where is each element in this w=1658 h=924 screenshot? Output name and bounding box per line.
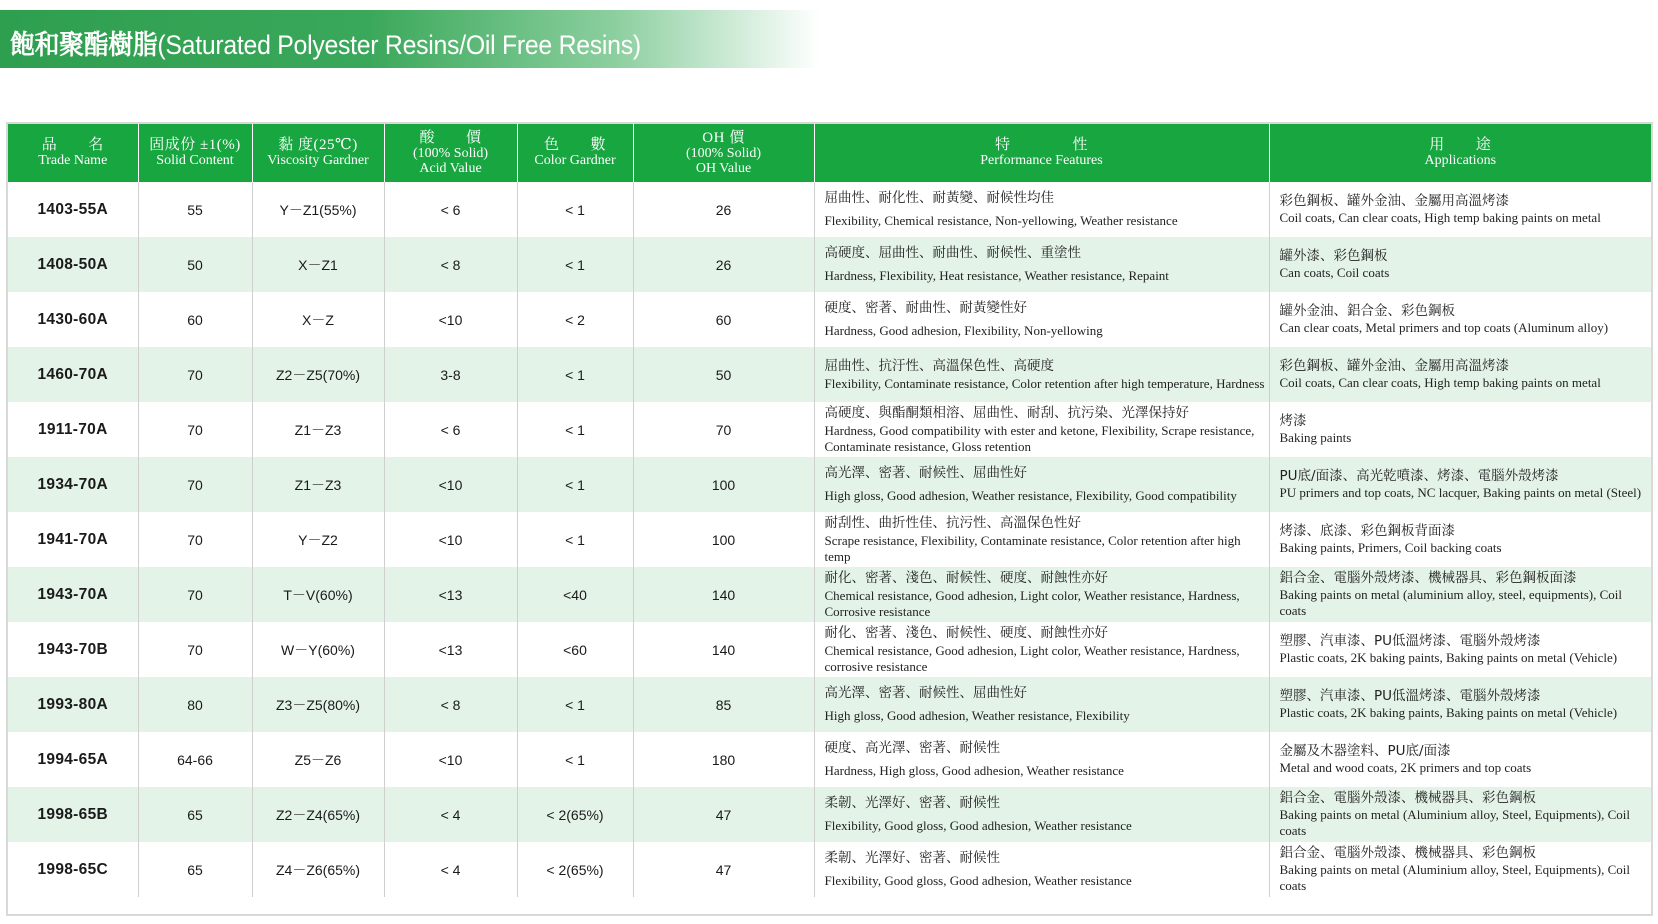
cell-applications [1269, 347, 1651, 402]
page-title-en: (Saturated Polyester Resins/Oil Free Resins) [157, 30, 641, 60]
cell-oh-value: 60 [633, 292, 814, 347]
cell-trade-name: 1943-70A [8, 567, 138, 622]
application-text-zh: 罐外漆、彩色鋼板 [1279, 248, 1388, 264]
table-row [8, 402, 1651, 457]
cell-solid-content: 70 [138, 402, 252, 457]
cell-acid-value: < 8 [384, 237, 517, 292]
cell-viscosity: Z2－Z5(70%) [252, 347, 384, 402]
table-body [8, 182, 1651, 897]
table-row [8, 567, 1651, 622]
table-row [8, 347, 1651, 402]
feature-text-en: High gloss, Good adhesion, Weather resistance, Flexibility [824, 708, 1130, 723]
table-row [8, 622, 1651, 677]
cell-color-gardner: < 1 [517, 457, 633, 512]
cell-viscosity: Z1－Z3 [252, 457, 384, 512]
cell-color-gardner: < 1 [517, 677, 633, 732]
cell-trade-name: 1994-65A [8, 732, 138, 787]
cell-viscosity: X－Z1 [252, 237, 384, 292]
cell-acid-value: <13 [384, 622, 517, 677]
table-row [8, 237, 1651, 292]
cell-performance-features [814, 732, 1269, 787]
feature-text-zh: 高光澤、密著、耐候性、屈曲性好 [824, 465, 1027, 481]
application-text-zh: PU底/面漆、高光乾噴漆、烤漆、電腦外殼烤漆 [1279, 468, 1559, 484]
application-text-zh: 烤漆、底漆、彩色鋼板背面漆 [1279, 523, 1455, 539]
cell-oh-value: 70 [633, 402, 814, 457]
application-text-en: Coil coats, Can clear coats, High temp baking paints on metal [1279, 375, 1601, 390]
feature-text-zh: 高硬度、屈曲性、耐曲性、耐候性、重塗性 [824, 245, 1081, 261]
cell-color-gardner: < 1 [517, 732, 633, 787]
cell-acid-value: < 6 [384, 402, 517, 457]
cell-viscosity: Z1－Z3 [252, 402, 384, 457]
feature-text-en: Hardness, Flexibility, Heat resistance, Weather resistance, Repaint [824, 268, 1169, 283]
page-title-zh: 飽和聚酯樹脂 [10, 30, 158, 60]
feature-text-en: Flexibility, Good gloss, Good adhesion, Weather resistance [824, 818, 1132, 833]
cell-acid-value: < 8 [384, 677, 517, 732]
cell-solid-content: 70 [138, 567, 252, 622]
header-color-gardner: 色 數 Color Gardner [517, 124, 633, 182]
application-text-en: Baking paints, Primers, Coil backing coats [1279, 540, 1502, 555]
application-text-en: Can clear coats, Metal primers and top coats (Aluminum alloy) [1279, 320, 1609, 335]
cell-oh-value: 50 [633, 347, 814, 402]
cell-applications [1269, 732, 1651, 787]
cell-viscosity: Y－Z2 [252, 512, 384, 567]
application-text-zh: 烤漆 [1279, 413, 1307, 429]
application-text-zh: 罐外金油、鋁合金、彩色鋼板 [1279, 303, 1455, 319]
cell-performance-features [814, 567, 1269, 622]
cell-oh-value: 140 [633, 622, 814, 677]
cell-viscosity: Z3－Z5(80%) [252, 677, 384, 732]
cell-acid-value: <10 [384, 512, 517, 567]
cell-color-gardner: < 1 [517, 237, 633, 292]
cell-solid-content: 60 [138, 292, 252, 347]
cell-color-gardner: <60 [517, 622, 633, 677]
cell-trade-name: 1460-70A [8, 347, 138, 402]
feature-text-zh: 屈曲性、抗汙性、高溫保色性、高硬度 [824, 357, 1054, 374]
cell-viscosity: Z2－Z4(65%) [252, 787, 384, 842]
cell-applications [1269, 237, 1651, 292]
cell-oh-value: 100 [633, 457, 814, 512]
table-row [8, 732, 1651, 787]
cell-performance-features [814, 347, 1269, 402]
cell-performance-features [814, 237, 1269, 292]
cell-performance-features [814, 622, 1269, 677]
table-row [8, 292, 1651, 347]
application-text-en: Can coats, Coil coats [1279, 265, 1390, 280]
application-text-zh: 塑膠、汽車漆、PU低溫烤漆、電腦外殼烤漆 [1279, 688, 1541, 704]
cell-color-gardner: < 1 [517, 402, 633, 457]
table-row [8, 182, 1651, 237]
cell-acid-value: <10 [384, 732, 517, 787]
cell-solid-content: 70 [138, 457, 252, 512]
cell-applications [1269, 842, 1651, 897]
cell-trade-name: 1941-70A [8, 512, 138, 567]
feature-text-en: Hardness, Good adhesion, Flexibility, Non-yellowing [824, 323, 1103, 338]
cell-solid-content: 70 [138, 622, 252, 677]
cell-oh-value: 85 [633, 677, 814, 732]
cell-oh-value: 26 [633, 182, 814, 237]
cell-solid-content: 65 [138, 787, 252, 842]
cell-applications [1269, 512, 1651, 567]
cell-color-gardner: <40 [517, 567, 633, 622]
cell-applications [1269, 457, 1651, 512]
cell-performance-features [814, 512, 1269, 567]
table-row [8, 512, 1651, 567]
cell-applications [1269, 292, 1651, 347]
cell-color-gardner: < 2(65%) [517, 842, 633, 897]
cell-performance-features [814, 787, 1269, 842]
cell-applications [1269, 787, 1651, 842]
cell-acid-value: 3-8 [384, 347, 517, 402]
cell-trade-name: 1993-80A [8, 677, 138, 732]
cell-performance-features [814, 842, 1269, 897]
header-oh-value: OH 價 (100% Solid) OH Value [633, 124, 814, 182]
cell-solid-content: 55 [138, 182, 252, 237]
page-title [10, 23, 641, 62]
cell-trade-name: 1943-70B [8, 622, 138, 677]
application-text-zh: 彩色鋼板、罐外金油、金屬用高溫烤漆 [1279, 358, 1509, 374]
cell-applications [1269, 402, 1651, 457]
feature-text-zh: 高光澤、密著、耐候性、屈曲性好 [824, 685, 1027, 701]
cell-solid-content: 64-66 [138, 732, 252, 787]
application-text-en: Baking paints [1279, 430, 1352, 445]
application-text-zh: 鋁合金、電腦外殼烤漆、機械器具、彩色鋼板面漆 [1279, 570, 1577, 586]
feature-text-en: Flexibility, Chemical resistance, Non-yellowing, Weather resistance [824, 213, 1178, 228]
feature-text-zh: 柔韌、光澤好、密著、耐候性 [824, 850, 1000, 866]
cell-solid-content: 65 [138, 842, 252, 897]
cell-solid-content: 50 [138, 237, 252, 292]
header-performance-features: 特 性 Performance Features [814, 124, 1269, 182]
cell-applications [1269, 567, 1651, 622]
cell-acid-value: <13 [384, 567, 517, 622]
feature-text-en: Scrape resistance, Flexibility, Contaminate resistance, Color retention after high temp [824, 532, 1241, 564]
header-trade-name: 品 名 Trade Name [8, 124, 138, 182]
cell-acid-value: < 4 [384, 787, 517, 842]
cell-performance-features [814, 677, 1269, 732]
table-row [8, 787, 1651, 842]
cell-trade-name: 1934-70A [8, 457, 138, 512]
feature-text-zh: 耐化、密著、淺色、耐候性、硬度、耐蝕性亦好 [824, 569, 1108, 586]
cell-applications [1269, 622, 1651, 677]
cell-oh-value: 180 [633, 732, 814, 787]
feature-text-en: Flexibility, Good gloss, Good adhesion, Weather resistance [824, 873, 1132, 888]
cell-acid-value: < 6 [384, 182, 517, 237]
application-text-en: PU primers and top coats, NC lacquer, Baking paints on metal (Steel) [1279, 485, 1642, 500]
cell-viscosity: T－V(60%) [252, 567, 384, 622]
cell-trade-name: 1408-50A [8, 237, 138, 292]
feature-text-en: Chemical resistance, Good adhesion, Light color, Weather resistance, Hardness, Corrosive resistance [824, 587, 1240, 619]
table-row [8, 457, 1651, 512]
feature-text-zh: 屈曲性、耐化性、耐黃變、耐候性均佳 [824, 190, 1054, 206]
feature-text-zh: 耐刮性、曲折性佳、抗污性、高溫保色性好 [824, 514, 1081, 531]
cell-color-gardner: < 1 [517, 347, 633, 402]
application-text-en: Baking paints on metal (aluminium alloy, steel, equipments), Coil coats [1279, 587, 1623, 618]
feature-text-en: Hardness, Good compatibility with ester and ketone, Flexibility, Scrape resistance, Contaminate resistance, Gloss retention [824, 422, 1255, 454]
resin-spec-table [8, 124, 1651, 897]
cell-acid-value: <10 [384, 292, 517, 347]
cell-viscosity: Z5－Z6 [252, 732, 384, 787]
feature-text-en: High gloss, Good adhesion, Weather resistance, Flexibility, Good compatibility [824, 488, 1237, 503]
feature-text-zh: 硬度、密著、耐曲性、耐黃變性好 [824, 300, 1027, 316]
application-text-en: Baking paints on metal (Aluminium alloy, Steel, Equipments), Coil coats [1279, 862, 1630, 893]
cell-color-gardner: < 2 [517, 292, 633, 347]
cell-applications [1269, 677, 1651, 732]
header-applications: 用 途 Applications [1269, 124, 1651, 182]
cell-performance-features [814, 457, 1269, 512]
cell-solid-content: 70 [138, 347, 252, 402]
table-header-row [8, 124, 1651, 182]
cell-solid-content: 70 [138, 512, 252, 567]
cell-applications [1269, 182, 1651, 237]
cell-trade-name: 1403-55A [8, 182, 138, 237]
application-text-zh: 彩色鋼板、罐外金油、金屬用高溫烤漆 [1279, 193, 1509, 209]
cell-color-gardner: < 2(65%) [517, 787, 633, 842]
cell-performance-features [814, 182, 1269, 237]
cell-color-gardner: < 1 [517, 512, 633, 567]
cell-oh-value: 47 [633, 787, 814, 842]
application-text-en: Baking paints on metal (Aluminium alloy, Steel, Equipments), Coil coats [1279, 807, 1630, 838]
application-text-zh: 鋁合金、電腦外殼漆、機械器具、彩色鋼板 [1279, 845, 1536, 861]
cell-oh-value: 140 [633, 567, 814, 622]
application-text-en: Coil coats, Can clear coats, High temp baking paints on metal [1279, 210, 1601, 225]
feature-text-zh: 硬度、高光澤、密著、耐候性 [824, 740, 1000, 756]
cell-acid-value: < 4 [384, 842, 517, 897]
cell-viscosity: X－Z [252, 292, 384, 347]
cell-performance-features [814, 402, 1269, 457]
feature-text-zh: 柔韌、光澤好、密著、耐候性 [824, 795, 1000, 811]
application-text-en: Plastic coats, 2K baking paints, Baking paints on metal (Vehicle) [1279, 650, 1618, 665]
application-text-zh: 鋁合金、電腦外殼漆、機械器具、彩色鋼板 [1279, 790, 1536, 806]
feature-text-en: Flexibility, Contaminate resistance, Color retention after high temperature, Hardness [824, 375, 1265, 391]
cell-oh-value: 26 [633, 237, 814, 292]
header-acid-value: 酸 價 (100% Solid) Acid Value [384, 124, 517, 182]
cell-trade-name: 1430-60A [8, 292, 138, 347]
feature-text-zh: 高硬度、與酯酮類相溶、屈曲性、耐刮、抗污染、光澤保持好 [824, 404, 1189, 421]
application-text-en: Plastic coats, 2K baking paints, Baking paints on metal (Vehicle) [1279, 705, 1618, 720]
cell-trade-name: 1998-65B [8, 787, 138, 842]
header-viscosity: 黏 度(25℃) Viscosity Gardner [252, 124, 384, 182]
title-banner [0, 10, 820, 68]
application-text-zh: 金屬及木器塗料、PU底/面漆 [1279, 743, 1451, 759]
table-row [8, 842, 1651, 897]
table-row [8, 677, 1651, 732]
feature-text-zh: 耐化、密著、淺色、耐候性、硬度、耐蝕性亦好 [824, 624, 1108, 641]
cell-viscosity: Z4－Z6(65%) [252, 842, 384, 897]
application-text-zh: 塑膠、汽車漆、PU低溫烤漆、電腦外殼烤漆 [1279, 633, 1541, 649]
application-text-en: Metal and wood coats, 2K primers and top coats [1279, 760, 1532, 775]
feature-text-en: Chemical resistance, Good adhesion, Light color, Weather resistance, Hardness, corrosive resistance [824, 642, 1240, 674]
cell-trade-name: 1998-65C [8, 842, 138, 897]
cell-viscosity: W－Y(60%) [252, 622, 384, 677]
cell-trade-name: 1911-70A [8, 402, 138, 457]
cell-acid-value: <10 [384, 457, 517, 512]
cell-oh-value: 47 [633, 842, 814, 897]
cell-oh-value: 100 [633, 512, 814, 567]
cell-viscosity: Y－Z1(55%) [252, 182, 384, 237]
feature-text-en: Hardness, High gloss, Good adhesion, Weather resistance [824, 763, 1124, 778]
header-solid-content: 固成份 ±1(%) Solid Content [138, 124, 252, 182]
cell-performance-features [814, 292, 1269, 347]
cell-color-gardner: < 1 [517, 182, 633, 237]
cell-solid-content: 80 [138, 677, 252, 732]
